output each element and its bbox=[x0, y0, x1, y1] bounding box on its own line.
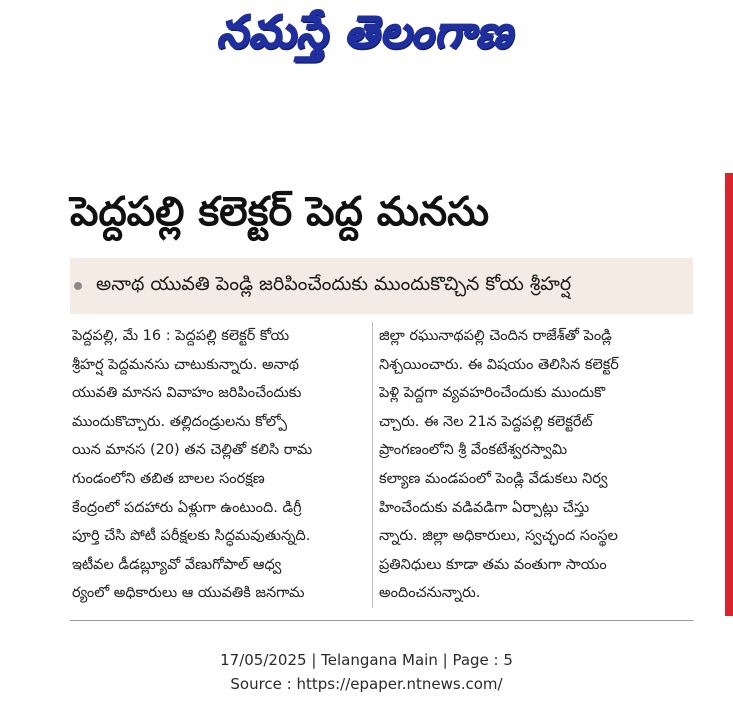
column-line: ఇటీవల డీడబ్ల్యూవో వేణుగోపాల్ ఆధ్వ bbox=[72, 556, 282, 573]
column-line: హించేందుకు వడివడిగా ఏర్పాట్లు చేస్తు bbox=[379, 499, 590, 516]
column-line: శ్రీహర్ష పెద్దమనసు చాటుకున్నారు. అనాథ bbox=[72, 356, 299, 373]
divider bbox=[70, 620, 693, 621]
article-subheadline: అనాథ యువతి పెండ్లి జరిపించేందుకు ముందుకొచ్చిన కోయ శ్రీహర్ష bbox=[96, 272, 572, 295]
column-line: అందించనున్నారు. bbox=[379, 585, 481, 602]
article-headline: పెద్దపల్లి కలెక్టర్ పెద్ద మనసు bbox=[70, 189, 490, 235]
column-line: కేంద్రంలో పదహారు ఏళ్లుగా ఉంటుంది. డిగ్రీ bbox=[72, 499, 302, 516]
column-line: ప్రతినిధులు కూడా తమ వంతుగా సాయం bbox=[379, 556, 607, 573]
column-line: పెద్దపల్లి, మే 16 : పెద్దపల్లి కలెక్టర్ కోయ bbox=[72, 328, 290, 344]
source-info: Source : https://epaper.ntnews.com/ bbox=[230, 675, 503, 693]
column-line: పెళ్లి పెద్దగా వ్యవహరించేందుకు ముందుకొ bbox=[379, 385, 606, 402]
column-line: కల్యాణ మండపంలో పెండ్లి వేడుకలు నిర్వ bbox=[379, 470, 608, 487]
column-line: ప్రాంగణంలోని శ్రీ వేంకటేశ్వరస్వామి bbox=[379, 442, 568, 459]
column-line: యువతి మానస వివాహం జరిపించేందుకు bbox=[72, 385, 302, 402]
subheadline-box bbox=[70, 258, 693, 314]
column-line: చ్చారు. ఈ నెల 21న పెద్దపల్లి కలెక్టరేట్ bbox=[379, 413, 593, 430]
column-line: నిశ్చయించారు. ఈ విషయం తెలిసిన కలెక్టర్ bbox=[379, 356, 619, 373]
article-column-left bbox=[72, 322, 370, 608]
column-line: పూర్తి చేసి పోటీ పరీక్షలకు సిద్ధమవుతున్నది. bbox=[72, 528, 311, 545]
article-column-right bbox=[372, 322, 699, 608]
column-line: యిన మానస (20) తన చెల్లితో కలిసి రామ bbox=[72, 442, 313, 459]
bullet-icon bbox=[74, 282, 82, 290]
edition-info: 17/05/2025 | Telangana Main | Page : 5 bbox=[220, 651, 513, 669]
column-line: గుండంలోని తబిత బాలల సంరక్షణ bbox=[72, 470, 265, 487]
accent-bar bbox=[725, 173, 733, 616]
column-line: న్నారు. జిల్లా అధికారులు, స్వచ్ఛంద సంస్థల bbox=[379, 528, 618, 545]
newspaper-masthead bbox=[150, 2, 580, 74]
masthead-title: నమస్తే తెలంగాణ bbox=[216, 7, 514, 58]
column-line: ముందుకొచ్చారు. తల్లిదండ్రులను కోల్పో bbox=[72, 413, 288, 430]
column-line: ర్యంలో అధికారులు ఆ యువతికి జనగామ bbox=[72, 585, 305, 602]
column-line: జిల్లా రఘునాథపల్లి చెందిన రాజేశ్‌తో పెండ్లి bbox=[379, 328, 612, 344]
